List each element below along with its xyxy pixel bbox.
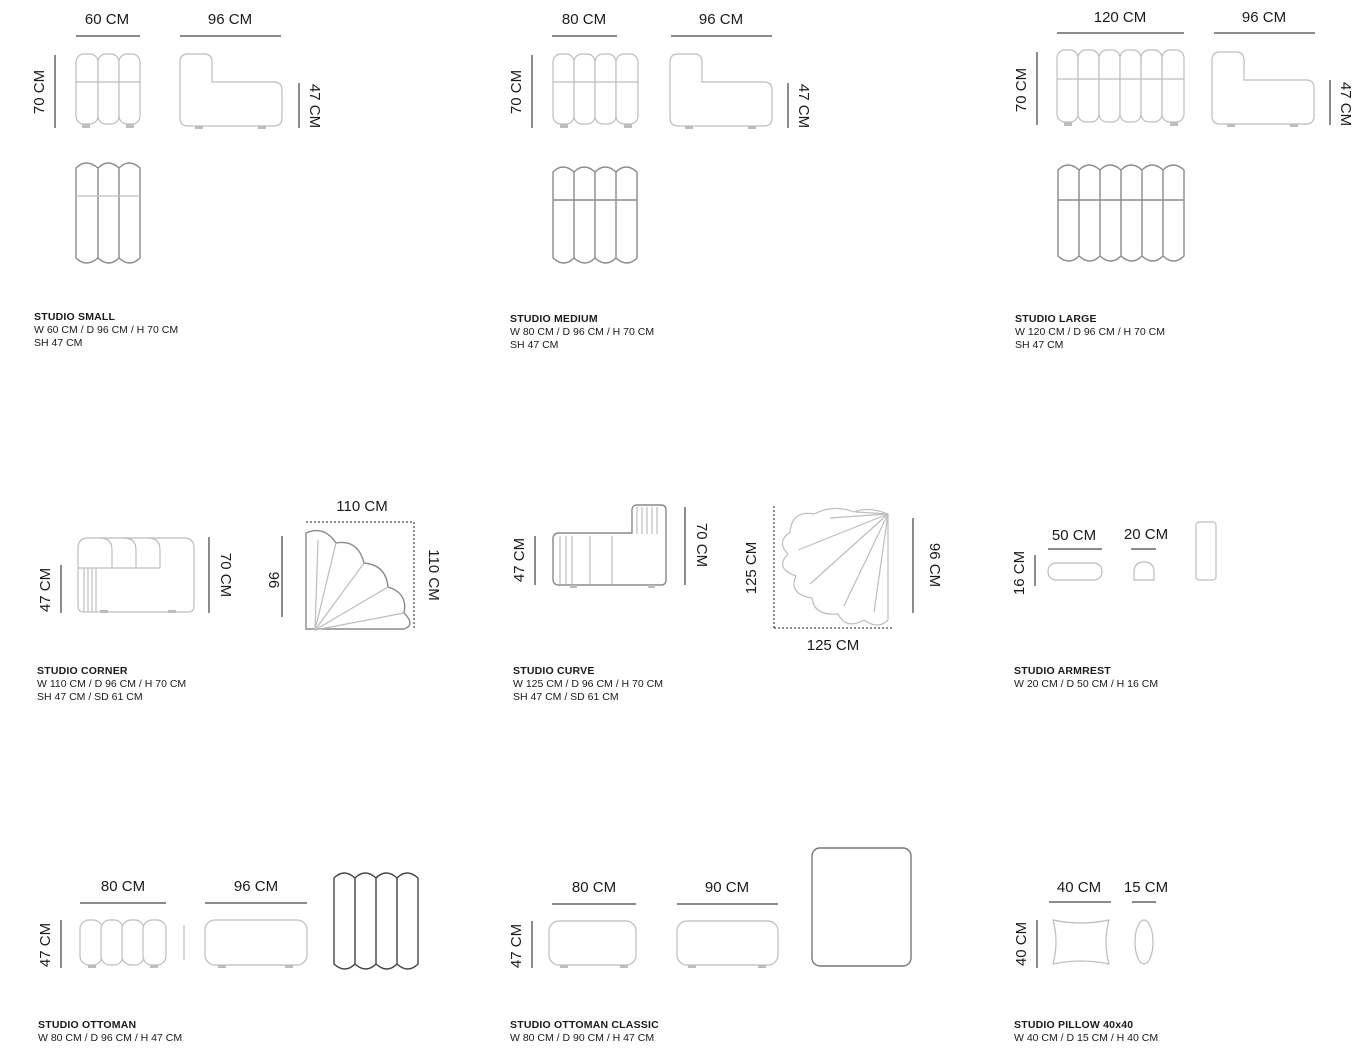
module-name: STUDIO OTTOMAN — [38, 1019, 137, 1031]
curve-depth-label: 96 CM — [926, 542, 943, 588]
small-drawing — [31, 11, 323, 263]
large-drawing — [1013, 9, 1354, 261]
module-dimensions: W 125 CM / D 96 CM / H 70 CM — [513, 678, 663, 690]
module-seat: SH 47 CM — [1015, 339, 1064, 351]
module-name: STUDIO PILLOW 40x40 — [1014, 1019, 1134, 1031]
medium-height-label: 70 CM — [508, 69, 525, 115]
medium-drawing — [508, 11, 812, 263]
corner-depth-label: 96 — [265, 571, 282, 589]
corner-drawing — [37, 498, 442, 630]
caption-curve — [513, 665, 663, 704]
module-dimensions: W 120 CM / D 96 CM / H 70 CM — [1015, 326, 1165, 338]
large-width-label: 120 CM — [1093, 9, 1147, 26]
pillow-drawing — [1013, 879, 1168, 968]
curve-seat-height-label: 47 CM — [511, 537, 528, 583]
corner-right-width-label: 110 CM — [425, 549, 442, 601]
curve-height-label: 70 CM — [693, 522, 710, 568]
corner-height-label: 70 CM — [217, 552, 234, 598]
small-depth-label: 96 CM — [207, 11, 253, 28]
module-dimensions: W 80 CM / D 90 CM / H 47 CM — [510, 1032, 655, 1044]
armrest-side-view — [1048, 563, 1102, 580]
large-side-view — [1212, 52, 1314, 127]
module-name: STUDIO CURVE — [513, 665, 595, 677]
module-dimensions: W 110 CM / D 96 CM / H 70 CM — [37, 678, 187, 690]
medium-top-view — [553, 167, 637, 263]
corner-top-width-label: 110 CM — [336, 498, 388, 515]
classic-depth-label: 90 CM — [704, 879, 750, 896]
curve-top-view — [782, 508, 888, 625]
curve-top-width-label: 125 CM — [806, 637, 860, 654]
module-seat: SH 47 CM — [510, 339, 559, 351]
corner-seat-height-label: 47 CM — [37, 567, 54, 613]
small-height-label: 70 CM — [31, 69, 48, 115]
module-dimensions: W 60 CM / D 96 CM / H 70 CM — [34, 324, 179, 336]
curve-side-view — [553, 505, 666, 588]
large-front-view — [1057, 50, 1184, 126]
caption-corner — [37, 665, 186, 704]
module-dimensions: W 40 CM / D 15 CM / H 40 CM — [1014, 1032, 1159, 1044]
large-top-view — [1058, 165, 1184, 261]
armrest-depth-label: 50 CM — [1051, 527, 1097, 544]
ottoman-depth-label: 96 CM — [233, 878, 279, 895]
pillow-height-label: 40 CM — [1013, 921, 1030, 967]
curve-drawing — [511, 505, 943, 654]
caption-large — [1015, 313, 1165, 352]
ottoman-drawing — [37, 873, 418, 969]
ottoman-top-view — [334, 873, 418, 969]
classic-height-label: 47 CM — [508, 923, 525, 969]
small-seat-height-label: 47 CM — [306, 83, 323, 129]
armrest-width-label: 20 CM — [1123, 526, 1169, 543]
medium-seat-height-label: 47 CM — [795, 83, 812, 129]
large-depth-label: 96 CM — [1241, 9, 1287, 26]
small-top-view — [76, 163, 140, 263]
classic-drawing — [508, 848, 911, 968]
small-front-view — [76, 54, 140, 128]
medium-width-label: 80 CM — [561, 11, 607, 28]
module-dimensions: W 20 CM / D 50 CM / H 16 CM — [1014, 678, 1159, 690]
corner-top-view — [306, 531, 410, 630]
caption-ottoman — [38, 1019, 182, 1045]
caption-pillow — [1014, 1019, 1158, 1045]
armrest-drawing — [1011, 522, 1216, 595]
pillow-side-view — [1135, 920, 1153, 964]
module-name: STUDIO OTTOMAN CLASSIC — [510, 1019, 659, 1031]
pillow-depth-label: 15 CM — [1123, 879, 1169, 896]
classic-top-view — [812, 848, 911, 966]
small-side-view — [180, 54, 282, 129]
ottoman-height-label: 47 CM — [37, 922, 54, 968]
medium-side-view — [670, 54, 772, 129]
ottoman-front-view — [80, 920, 166, 968]
curve-top-depth-label: 125 CM — [743, 541, 760, 595]
medium-front-view — [553, 54, 638, 128]
pillow-width-label: 40 CM — [1056, 879, 1102, 896]
large-seat-height-label: 47 CM — [1337, 81, 1354, 127]
caption-small — [34, 311, 178, 350]
caption-armrest — [1014, 665, 1158, 691]
module-dimensions: W 80 CM / D 96 CM / H 70 CM — [510, 326, 655, 338]
classic-front-view — [549, 921, 636, 968]
caption-ottoman-classic — [510, 1019, 659, 1045]
armrest-front-view — [1134, 562, 1154, 580]
module-name: STUDIO ARMREST — [1014, 665, 1111, 677]
corner-side-view — [78, 538, 194, 613]
module-name: STUDIO CORNER — [37, 665, 128, 677]
caption-medium — [510, 313, 654, 352]
module-name: STUDIO MEDIUM — [510, 313, 598, 325]
armrest-top-view — [1196, 522, 1216, 580]
classic-side-view — [677, 921, 778, 968]
medium-depth-label: 96 CM — [698, 11, 744, 28]
classic-width-label: 80 CM — [571, 879, 617, 896]
large-height-label: 70 CM — [1013, 67, 1030, 113]
pillow-front-view — [1053, 920, 1109, 964]
armrest-height-label: 16 CM — [1011, 550, 1028, 596]
ottoman-width-label: 80 CM — [100, 878, 146, 895]
small-width-label: 60 CM — [84, 11, 130, 28]
module-seat: SH 47 CM — [34, 337, 83, 349]
module-seat: SH 47 CM / SD 61 CM — [513, 691, 619, 703]
module-dimensions: W 80 CM / D 96 CM / H 47 CM — [38, 1032, 183, 1044]
module-seat: SH 47 CM / SD 61 CM — [37, 691, 143, 703]
ottoman-side-view — [205, 920, 307, 968]
module-name: STUDIO LARGE — [1015, 313, 1097, 325]
module-name: STUDIO SMALL — [34, 311, 116, 323]
